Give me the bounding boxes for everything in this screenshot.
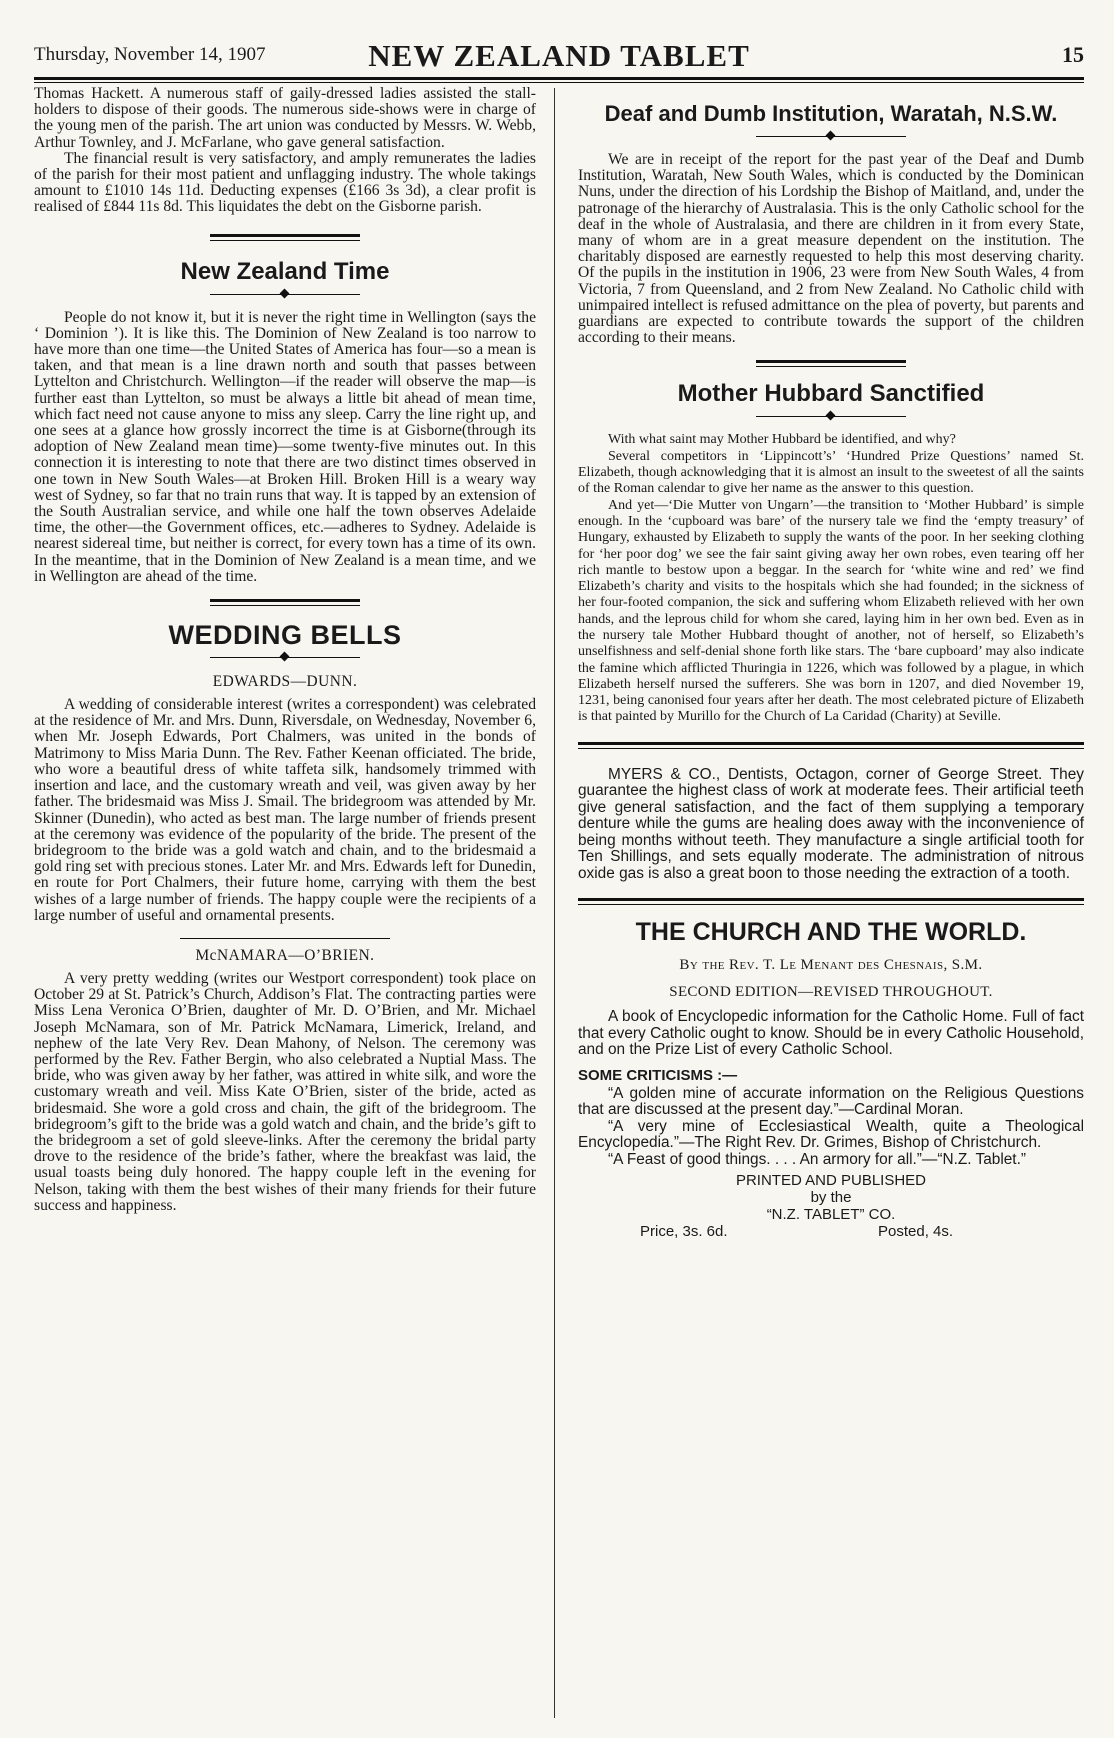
deaf-dumb-body: We are in receipt of the report for the past year of the Deaf and Dumb Institution, Waratah, New South Wales, which is conducted by the Dominican Nuns, under the direction of his Lordship the Bishop of Maitland, and, under the patronage of the hierarchy of Australasia. This is the only Catholic school for the deaf in the whole of Australasia, and there are children in it from every State, many of whom are in a great measure dependent on the institution. The charitably disposed are earnestly requested to help this most deserving charity. Of the pupils in the institution in 1906, 23 were from New South Wales, 4 from Victoria, 7 from Queensland, and 2 from New Zealand. No Catholic child with unimpaired intellect is refused admittance on the plea of poverty, but parents and guardians are expected to contribute towards the support of the children according to their means.	[578, 151, 1084, 347]
price-label: Price, 3s. 6d.	[640, 1223, 728, 1241]
myers-ad-text: MYERS & CO., Dentists, Octagon, corner of George Street. They guarantee the highest class of work at moderate fees. Their artificial teeth give general satisfaction, and the fact of them supplying a temporary denture while the gums are healing does away with the inconvenience of being months without teeth. They manufacture a single artificial tooth for Ten Shillings, and sets equally moderate. The administration of nitrous oxide gas is also a great boon to those needing the extraction of a tooth.	[578, 765, 1084, 882]
masthead	[34, 38, 1084, 78]
right-column	[578, 86, 1084, 1241]
printed-published: PRINTED AND PUBLISHED	[735, 1172, 927, 1190]
masthead-rule-thin	[34, 82, 1084, 83]
hubbard-paragraph-1: With what saint may Mother Hubbard be identified, and why?	[608, 432, 956, 448]
mother-hubbard-heading: Mother Hubbard Sanctified	[677, 380, 985, 408]
left-column	[34, 86, 536, 1214]
publisher-company: “N.Z. TABLET” CO.	[766, 1206, 896, 1224]
section-rule-thin	[578, 904, 1084, 905]
criticism-quote: “A golden mine of accurate information on the Religious Questions that are discussed at the present day.”—Cardinal Moran.	[578, 1084, 1084, 1119]
church-world-blurb: A book of Encyclopedic information for the Catholic Home. Full of fact that every Catholic ought to know. Should be in every Catholic Household, and on the Prize List of every Catholic School.	[578, 1008, 1084, 1059]
church-world-byline: By the Rev. T. Le Menant des Chesnais, S.M.	[679, 957, 983, 974]
deaf-dumb-heading: Deaf and Dumb Institution, Waratah, N.S.W.	[604, 101, 1058, 126]
section-rule-thin	[578, 748, 1084, 749]
myers-dentists-ad	[578, 767, 1084, 883]
wedding-mcnamara-obrien-body: A very pretty wedding (writes our Westport correspondent) took place on October 29 at St. Patrick’s Church, Addison’s Flat. The contracting parties were Miss Lena Veronica O’Brien, daughter of Mr. D. O’Brien, and Mr. Michael Joseph McNamara, son of Mr. Patrick McNamara, Limerick, Ireland, and nephew of the late Very Rev. Dean Mahony, of Nelson. The ceremony was performed by the Rev. Father Bergin, who also celebrated a Nuptial Mass. The bride, who was given away by her father, was attired in white silk, and wore the customary wreath and veil. Miss Kate O’Brien, sister of the bride, acted as bridesmaid. She wore a gold cross and chain, the gift of the bridegroom. The bridegroom’s gift to the bride was a gold watch and chain, and the bride’s gift to the bridegroom a set of gold sleeve-links. After the ceremony the bridal party drove to the residence of the bride’s father, where the breakfast was laid, the usual toasts being duly honored. The happy couple left in the evening for Nelson, taking with them the best wishes of their many friends for their future success and happiness.	[34, 969, 536, 1214]
hubbard-paragraph-3: And yet—‘Die Mutter von Ungarn’—the transition to ‘Mother Hubbard’ is simple enough. In the ‘cupboard was bare’ of the nursery tale we find the ‘empty treasury’ of Hungary, exhausted by Elizabeth to supply the wants of the poor. In her seeking clothing for ‘her poor dog’ we see the fair saint giving away her own robes, even tearing off her rich mantle to bestow upon a beggar. In the search for ‘white wine and red’ we find Elizabeth’s charity and visits to the hospitals which she had founded; in the sickness of her four-footed companion, the sick and suffering whom Elizabeth relieved with her own hands, and the leprous child for whom she cared, laying him in her own bed. Even as in the nursery tale Mother Hubbard thought of another, not of herself, so Elizabeth’s unselfishness and self-denial shone forth like stars. The ‘bare cupboard’ may also indicate the famine which afflicted Thuringia in 1226, which was followed by a plague, in which Elizabeth herself nursed the sufferers. She was born in 1207, and died November 19, 1231, being canonised four years after her death. The most celebrated picture of Elizabeth is that painted by Murillo for the Church of La Caridad (Charity) at Seville.	[578, 497, 1084, 725]
church-world-ad	[578, 917, 1084, 1241]
heading-ornament	[34, 288, 536, 302]
posted-price-label: Posted, 4s.	[878, 1223, 954, 1241]
wedding-bells-heading: WEDDING BELLS	[168, 620, 402, 651]
newspaper-title: NEW ZEALAND TABLET	[368, 38, 750, 73]
masthead-rule	[34, 77, 1084, 80]
page-number: 15	[1062, 42, 1084, 67]
nz-time-heading: New Zealand Time	[180, 257, 390, 285]
section-rule	[578, 742, 1084, 745]
criticism-quote: “A Feast of good things. . . . An armory for all.”—“N.Z. Tablet.”	[608, 1150, 1026, 1168]
by-the: by the	[810, 1189, 852, 1207]
wedding-subheading-edwards-dunn: EDWARDS—DUNN.	[212, 673, 358, 691]
section-separator	[34, 232, 536, 244]
heading-ornament	[34, 651, 536, 665]
church-world-edition: SECOND EDITION—REVISED THROUGHOUT.	[669, 984, 993, 1001]
section-rule	[578, 898, 1084, 901]
criticisms-heading: SOME CRITICISMS :—	[578, 1066, 738, 1084]
church-world-title: THE CHURCH AND THE WORLD.	[635, 918, 1027, 947]
hubbard-paragraph-2: Several competitors in ‘Lippincott’s’ ‘Hundred Prize Questions’ named St. Elizabeth, though acknowledging that it is almost an insult to the sweetest of all the saints of the Roman calendar to give her name as the answer to this question.	[578, 448, 1084, 497]
criticism-quote: “A very mine of Ecclesiastical Wealth, quite a Theological Encyclopedia.”—The Right Rev. Dr. Grimes, Bishop of Christchurch.	[578, 1117, 1084, 1152]
price-row	[578, 1223, 1084, 1241]
issue-date: Thursday, November 14, 1907	[34, 44, 266, 65]
wedding-edwards-dunn-body: A wedding of considerable interest (writes a correspondent) was celebrated at the residence of Mr. and Mrs. Dunn, Riversdale, on Wednesday, November 6, when Mr. Joseph Edwards, Port Chalmers, was united in the bonds of Matrimony to Miss Maria Dunn. The Rev. Father Keenan officiated. The bride, who wore a beautiful dress of white taffeta silk, handsomely trimmed with insertion and lace, and the customary wreath and veil, was given away by her father. The bridesmaid was Miss J. Smail. The bridegroom was attended by Mr. Skinner (Dunedin), who acted as best man. The large number of friends present at the ceremony was evidence of the popularity of the bride. The present of the bridegroom to the bride was a gold watch and chain, and to the bridesmaid a gold ring set with precious stones. Later Mr. and Mrs. Edwards left for Dunedin, en route for Port Chalmers, their future home, carrying with them the best wishes of a large number of friends. The happy couple were the recipients of a large number of useful and ornamental presents.	[34, 696, 536, 924]
column-divider	[554, 88, 555, 1718]
heading-ornament	[578, 410, 1084, 424]
intro-paragraph-1: Thomas Hackett. A numerous staff of gaily-dressed ladies assisted the stall-holders to dispose of their goods. The numerous side-shows were in charge of the young men of the parish. The art union was conducted by Messrs. W. Webb, Arthur Townley, and J. McFarlane, who gave general satisfaction.	[34, 85, 536, 151]
section-separator	[34, 597, 536, 609]
subsection-rule	[180, 938, 390, 939]
section-separator	[578, 358, 1084, 370]
intro-paragraph-2: The financial result is very satisfactory, and amply remunerates the ladies of the parish for their most patient and unflagging industry. The whole takings amount to £1010 14s 11d. Deducting expenses (£166 3s 3d), a clear profit is realised of £844 11s 8d. This liquidates the debt on the Gisborne parish.	[34, 149, 536, 216]
nz-time-body: People do not know it, but it is never the right time in Wellington (says the ‘ Dominion ’). It is like this. The Dominion of New Zealand is too narrow to have more than one time—the United States of America has four—so a mean is taken, and that mean is a line drawn north and south that passes between Lyttelton and Christchurch. Wellington—if the reader will observe the map—is further east than Lyttelton, so must be always a little bit ahead of mean time, which fact need not cause anyone to miss any sleep. Carry the line right up, and one sees at a glance how grossly incorrect the time is at Gisborne(through its adoption of New Zealand mean time)—some twenty-five minutes out. In this connection it is interesting to note that there are two distinct times observed in one town in New South Wales—at Broken Hill. Broken Hill is a weary way west of Sydney, so far that no train runs that way. It is tapped by an extension of the South Australian service, and while one half the town observes Adelaide time, the other—the Government offices, etc.—adheres to Sydney. Adelaide is nearest sidereal time, but neither is correct, for every town has a time of its own. In the meantime, that in the Dominion of New Zealand is a mean time, and we in Wellington are ahead of the time.	[34, 308, 536, 585]
heading-ornament	[578, 130, 1084, 144]
wedding-subheading-mcnamara-obrien: McNAMARA—O’BRIEN.	[195, 946, 375, 964]
